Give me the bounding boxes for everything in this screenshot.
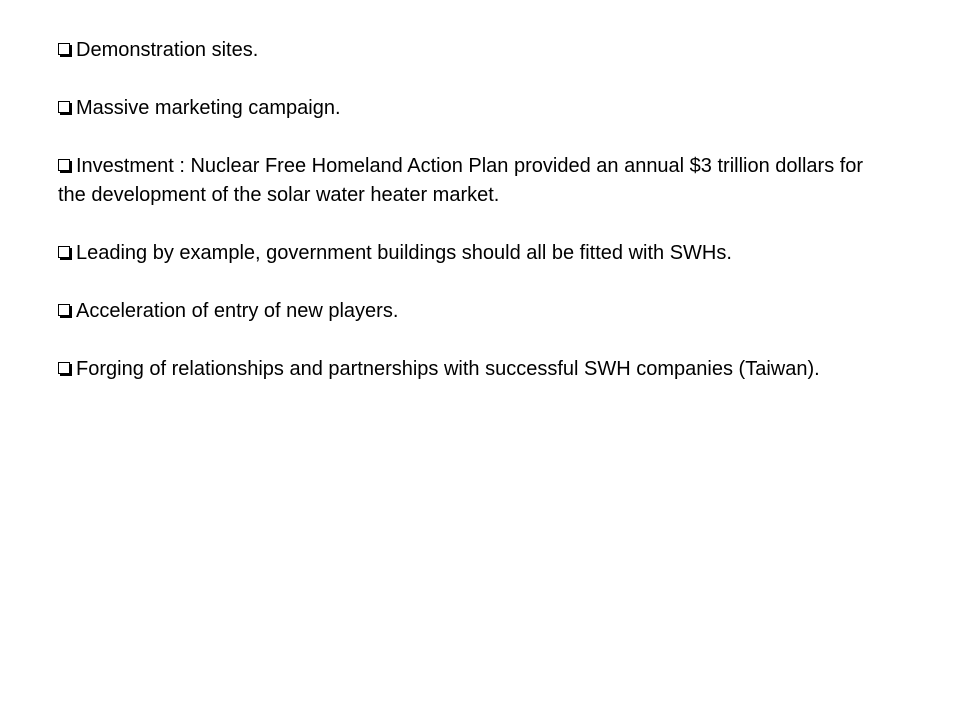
bullet-text: Massive marketing campaign. (76, 97, 341, 119)
bullet-item (58, 94, 888, 123)
bullet-item (58, 239, 888, 268)
checkbox-bullet-icon (58, 101, 72, 115)
checkbox-bullet-icon (58, 304, 72, 318)
bullet-text: Forging of relationships and partnerships with successful SWH companies (Taiwan). (76, 358, 820, 380)
bullet-item (58, 152, 888, 210)
checkbox-bullet-icon (58, 159, 72, 173)
checkbox-bullet-icon (58, 362, 72, 376)
bullet-item (58, 36, 888, 65)
bullet-item (58, 355, 888, 384)
checkbox-bullet-icon (58, 246, 72, 260)
bullet-list (58, 36, 888, 413)
bullet-text: Leading by example, government buildings should all be fitted with SWHs. (76, 242, 732, 264)
bullet-text: Acceleration of entry of new players. (76, 300, 399, 322)
bullet-item (58, 297, 888, 326)
bullet-text: Investment : Nuclear Free Homeland Action Plan provided an annual $3 trillion dollars for the development of the solar water heater market. (58, 155, 864, 206)
checkbox-bullet-icon (58, 43, 72, 57)
bullet-text: Demonstration sites. (76, 39, 259, 61)
